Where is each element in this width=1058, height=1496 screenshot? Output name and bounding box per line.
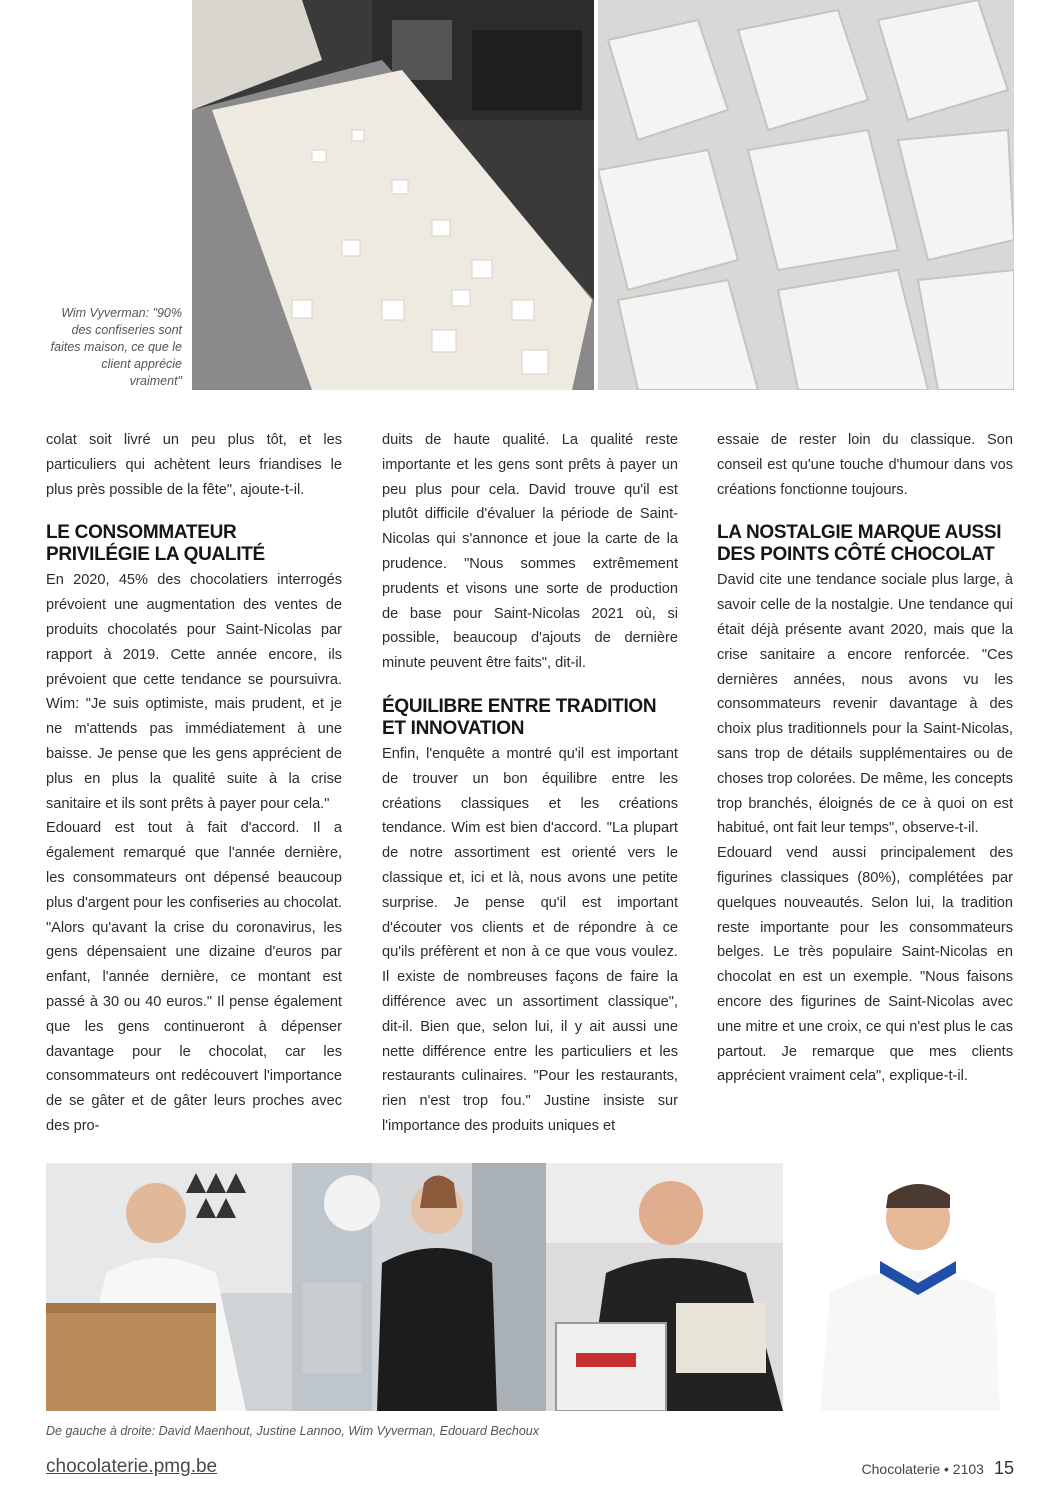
wim-vyverman-photo	[546, 1163, 783, 1411]
website-link[interactable]: chocolaterie.pmg.be	[46, 1456, 218, 1477]
section-heading: ÉQUILIBRE ENTRE TRADITION ET INNOVATION	[382, 695, 657, 739]
article-column-1	[46, 428, 342, 1139]
top-photo-caption: Wim Vyverman: "90% des confiseries sont faites maison, ce que le client apprécie vraiment"	[50, 306, 182, 388]
paragraph: essaie de rester loin du classique. Son conseil est qu'une touche d'humour dans vos créations fonctionne toujours.	[717, 432, 1013, 498]
paragraph: duits de haute qualité. La qualité reste importante et les gens sont prêts à payer un peu plus pour cela. David trouve qu'il est plutôt difficile d'évaluer la période de Saint-Nicolas qui s'annonce et joue la carte de la prudence. "Nous sommes extrêmement prudents et visons une sorte de production de base pour Saint-Nicolas 2021 où, si possible, beaucoup d'ajouts de dernière minute peuvent être faits", dit-il.	[382, 432, 678, 672]
marshmallow-closeup-photo	[598, 0, 1014, 390]
paragraph: colat soit livré un peu plus tôt, et les particuliers qui achètent leurs friandises le plus près possible de la fête", ajoute-t-il.	[46, 432, 342, 498]
article-column-2	[382, 428, 678, 1139]
paragraph: Edouard est tout à fait d'accord. Il a également remarqué que l'année dernière, les consommateurs ont dépensé beaucoup plus d'argent pour les confiseries au chocolat. "Alors qu'avant la crise du coronavirus, les gens dépensaient une dizaine d'euros par enfant, l'année dernière, ce montant est passé à 30 ou 40 euros." Il pense également que les gens continueront à dépenser davantage pour le chocolat, car les consommateurs ont redécouvert l'importance de se gâter et de gâter leurs proches avec des pro-	[46, 820, 342, 1134]
portraits-caption: De gauche à droite: David Maenhout, Justine Lannoo, Wim Vyverman, Edouard Bechoux	[46, 1424, 539, 1438]
magazine-issue: Chocolaterie • 2103	[861, 1461, 984, 1477]
david-maenhout-photo	[46, 1163, 292, 1411]
justine-lannoo-photo	[292, 1163, 546, 1411]
marshmallow-table-photo	[192, 0, 594, 390]
paragraph: David cite une tendance sociale plus large, à savoir celle de la nostalgie. Une tendance qui était déjà présente avant 2020, mais que la crise sanitaire a encore renforcée. "Ces dernières années, nous avons vu les consommateurs revenir davantage à des choix plus traditionnels pour la Saint-Nicolas, sans trop de détails supplémentaires ou de choses trop colorées. De même, les concepts trop branchés, éloignés de ce à quoi on est habitué, ont fait leur temps", observe-t-il.	[717, 572, 1013, 837]
footer-info	[862, 1458, 1014, 1479]
paragraph: Enfin, l'enquête a montré qu'il est important de trouver un bon équilibre entre les créations classiques et les créations tendance. Wim est bien d'accord. "La plupart de notre assortiment est orienté vers le classique et, ici et là, nous avons une petite surprise. Je pense qu'il est important d'écouter vos clients et de répondre à ce qu'ils préfèrent et non à ce que vous voulez. Il existe de nombreuses façons de faire la différence avec un assortiment classique", dit-il. Bien que, selon lui, il y ait aussi une nette différence entre les particuliers et les restaurants culinaires. "Pour les restaurants, rien n'est trop fou." Justine insiste sur l'importance des produits uniques et	[382, 745, 678, 1134]
section-heading: LA NOSTALGIE MARQUE AUSSI DES POINTS CÔTÉ CHOCOLAT	[717, 522, 1002, 566]
section-heading: LE CONSOMMATEUR PRIVILÉGIE LA QUALITÉ	[46, 522, 265, 566]
paragraph: En 2020, 45% des chocolatiers interrogés prévoient une augmentation des ventes de produits chocolatés pour Saint-Nicolas par rapport à 2019. Cette année encore, ils prévoient que cette tendance se poursuivra. Wim: "Je suis optimiste, mais prudent, et je ne m'attends pas immédiatement à une baisse. Je pense que les gens apprécient de plus en plus la qualité suite à la crise sanitaire et ils sont prêts à payer pour cela."	[46, 572, 342, 812]
page-number: 15	[993, 1458, 1014, 1478]
edouard-bechoux-photo	[800, 1163, 1014, 1411]
article-column-3	[717, 428, 1013, 1089]
paragraph: Edouard vend aussi principalement des figurines classiques (80%), complétées par quelques nouveautés. Selon lui, la tradition reste importante pour les consommateurs belges. Le très populaire Saint-Nicolas en chocolat en est un exemple. "Nous faisons encore des figurines de Saint-Nicolas avec une mitre et une croix, ce qui n'est plus le cas partout. Je remarque que mes clients apprécient vraiment cela", explique-t-il.	[717, 845, 1013, 1085]
